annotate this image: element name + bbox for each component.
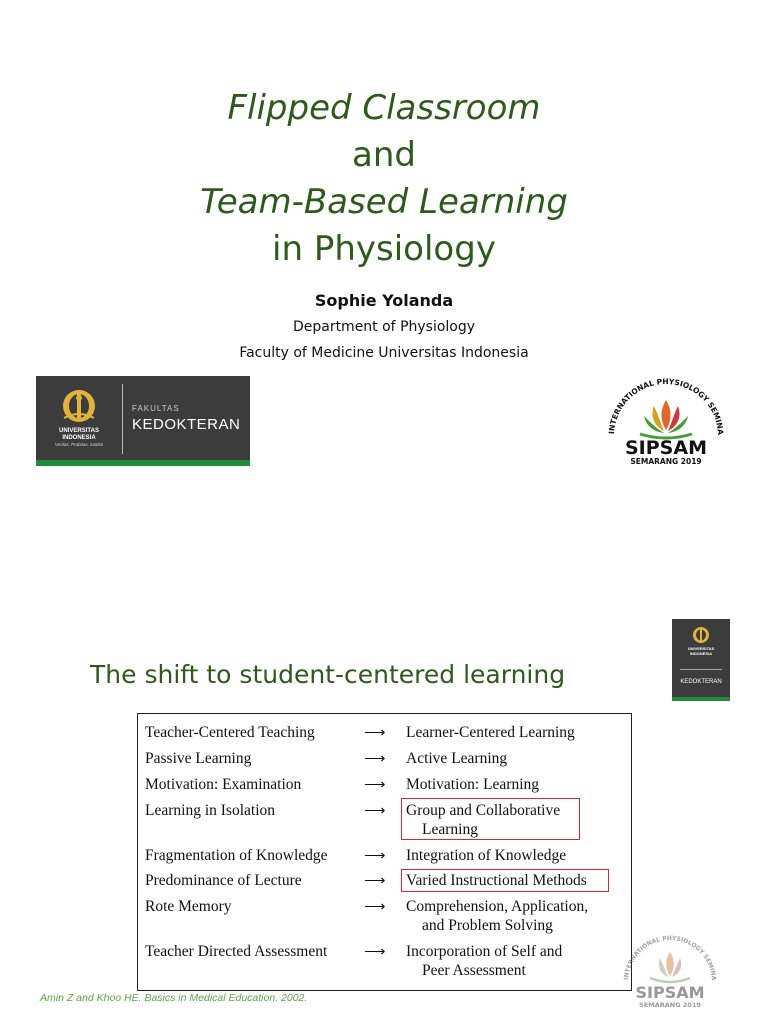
from-cell: Motivation: Examination	[145, 776, 302, 793]
svg-text:INTERNATIONAL PHYSIOLOGY SEMIN: INTERNATIONAL PHYSIOLOGY SEMINA	[607, 376, 726, 436]
slide-title: The shift to student-centered learning	[90, 660, 566, 689]
title-line-2: and	[352, 135, 416, 175]
to-cell: Varied Instructional Methods	[406, 872, 587, 889]
makara-emblem-icon	[54, 388, 104, 424]
arrow-icon: ⟶	[364, 725, 386, 741]
arrow-icon: ⟶	[364, 848, 386, 864]
mini-logo-label: KEDOKTERAN	[680, 679, 722, 685]
sipsam-seminar-logo	[604, 376, 728, 468]
to-cell: Integration of Knowledge	[406, 847, 567, 864]
title-line-4: in Physiology	[272, 229, 496, 269]
faculty: Faculty of Medicine Universitas Indonesia	[239, 345, 529, 361]
to-cell: Group and Collaborative	[406, 802, 561, 819]
lotus-flower-icon	[604, 376, 728, 446]
from-cell: Predominance of Lecture	[145, 872, 302, 889]
to-cell: Active Learning	[406, 750, 508, 767]
learning-shift-table	[137, 713, 632, 991]
arrow-icon: ⟶	[364, 803, 386, 819]
to-cell: Learner-Centered Learning	[406, 724, 575, 741]
logo-label-big: KEDOKTERAN	[132, 416, 241, 433]
from-cell: Fragmentation of Knowledge	[145, 847, 328, 864]
to-cell-continued: Peer Assessment	[422, 962, 526, 979]
from-cell: Teacher Directed Assessment	[145, 943, 328, 960]
arrow-icon: ⟶	[364, 777, 386, 793]
from-cell: Passive Learning	[145, 750, 252, 767]
watermark-seminar-name: SIPSAM	[635, 983, 705, 1002]
to-cell-continued: Learning	[422, 821, 478, 838]
title-line-1: Flipped Classroom	[227, 88, 541, 128]
svg-text:INTERNATIONAL PHYSIOLOGY SEMIN: INTERNATIONAL PHYSIOLOGY SEMINA	[623, 934, 718, 981]
faculty-medicine-mini-logo	[672, 619, 730, 701]
arrow-icon: ⟶	[364, 873, 386, 889]
sipsam-watermark-logo	[620, 930, 720, 1020]
logo-label-small: FAKULTAS	[132, 404, 180, 413]
seminar-name: SIPSAM	[625, 437, 707, 459]
seminar-place-year: SEMARANG 2019	[630, 457, 702, 466]
author-name: Sophie Yolanda	[314, 291, 454, 310]
from-cell: Rote Memory	[145, 898, 232, 915]
faculty-medicine-logo	[36, 376, 250, 466]
to-cell: Motivation: Learning	[406, 776, 540, 793]
mini-university-name: UNIVERSITAS INDONESIA	[687, 646, 715, 656]
from-cell: Teacher-Centered Teaching	[145, 724, 315, 741]
citation: Amin Z and Khoo HE. Basics in Medical Education. 2002.	[40, 992, 308, 1004]
arrow-icon: ⟶	[364, 899, 386, 915]
to-cell: Incorporation of Self and	[406, 943, 563, 960]
university-name: UNIVERSITAS INDONESIA	[59, 428, 99, 441]
makara-emblem-icon	[689, 627, 713, 643]
arrow-icon: ⟶	[364, 751, 386, 767]
to-cell-continued: and Problem Solving	[422, 917, 553, 934]
department: Department of Physiology	[292, 319, 476, 335]
watermark-place-year: SEMARANG 2019	[639, 1001, 701, 1009]
lotus-flower-icon	[620, 930, 720, 990]
from-cell: Learning in Isolation	[145, 802, 275, 819]
title-line-3: Team-Based Learning	[200, 182, 568, 222]
arrow-icon: ⟶	[364, 944, 386, 960]
university-motto: Veritas, Probitas, Iustitia	[54, 442, 104, 447]
mini-divider	[680, 669, 722, 670]
logo-divider	[122, 384, 123, 454]
to-cell: Comprehension, Application,	[406, 898, 589, 915]
content-slide	[0, 560, 768, 1024]
